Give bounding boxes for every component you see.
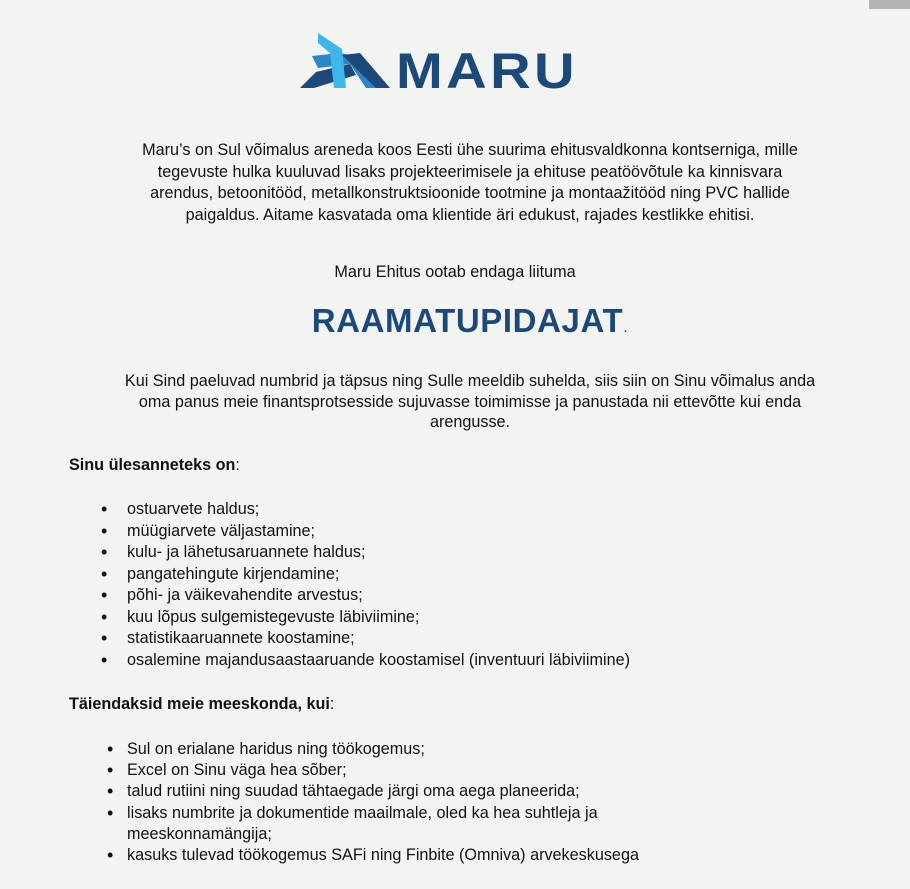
- job-title-suffix: .: [623, 319, 629, 336]
- list-item: • põhi- ja väikevahendite arvestus;: [127, 585, 777, 607]
- invite-text: Maru Ehitus ootab endaga liituma: [334, 263, 576, 281]
- job-title: [0, 302, 910, 340]
- duties-heading: [69, 456, 240, 475]
- pitch-paragraph: Kui Sind paeluvad numbrid ja täpsus ning Sulle meeldib suhelda, siis siin on Sinu võimalus anda oma panus meie finantsprotsesside sujuvasse toimimisse ja panustada nii ettevõtte kui enda arengusse.: [124, 372, 816, 431]
- intro-paragraph: Maru’s on Sul võimalus areneda koos Eesti ühe suurima ehitusvaldkonna kontserniga, mille tegevuste hulka kuuluvad lisaks projekteerimisele ja ehituse peatöövõtule ka kinnisvara arendus, betoonitööd, metallkonstruktsioonide tootmine ja montaažitööd ning PVC hallide paigaldus. Aitame kasvatada oma klientide äri edukust, rajades kestlikke ehitisi.: [142, 141, 798, 224]
- list-item: • müügiarvete väljastamine;: [127, 521, 777, 543]
- list-item: • talud rutiini ning suudad tähtaegade järgi oma aega planeerida;: [127, 781, 667, 802]
- requirements-heading-text: Täiendaksid meie meeskonda, kui: [69, 695, 330, 713]
- list-item: • osalemine majandusaastaaruande koostamisel (inventuuri läbiviimine): [127, 650, 777, 672]
- logo-wordmark: MARU: [396, 43, 578, 93]
- list-item: • Excel on Sinu väga hea sõber;: [127, 760, 667, 781]
- list-item: • Sul on erialane haridus ning töökogemus;: [127, 739, 667, 760]
- list-item: • kulu- ja lähetusaruannete haldus;: [127, 542, 777, 564]
- duties-heading-suffix: :: [235, 456, 240, 474]
- duties-heading-text: Sinu ülesanneteks on: [69, 456, 236, 474]
- duties-list: [127, 499, 777, 671]
- list-item: • kasuks tulevad töökogemus SAFi ning Finbite (Omniva) arvekeskusega: [127, 845, 667, 866]
- maru-logo: [298, 31, 580, 93]
- list-item: • statistikaaruannete koostamine;: [127, 628, 777, 650]
- list-item: • lisaks numbrite ja dokumentide maailmale, oled ka hea suhtleja ja meeskonnamängija;: [127, 803, 667, 845]
- scrollbar-thumb[interactable]: [869, 0, 910, 9]
- list-item: • kuu lõpus sulgemistegevuste läbiviimine;: [127, 607, 777, 629]
- list-item: • ostuarvete haldus;: [127, 499, 777, 521]
- list-item: • pangatehingute kirjendamine;: [127, 564, 777, 586]
- maru-logo-graphic: [298, 31, 580, 93]
- logo-mark-dark: [300, 64, 356, 88]
- requirements-heading-suffix: :: [329, 695, 335, 713]
- requirements-list: [127, 739, 667, 866]
- requirements-heading: [69, 695, 334, 714]
- job-title-text: RAAMATUPIDAJAT: [311, 302, 624, 339]
